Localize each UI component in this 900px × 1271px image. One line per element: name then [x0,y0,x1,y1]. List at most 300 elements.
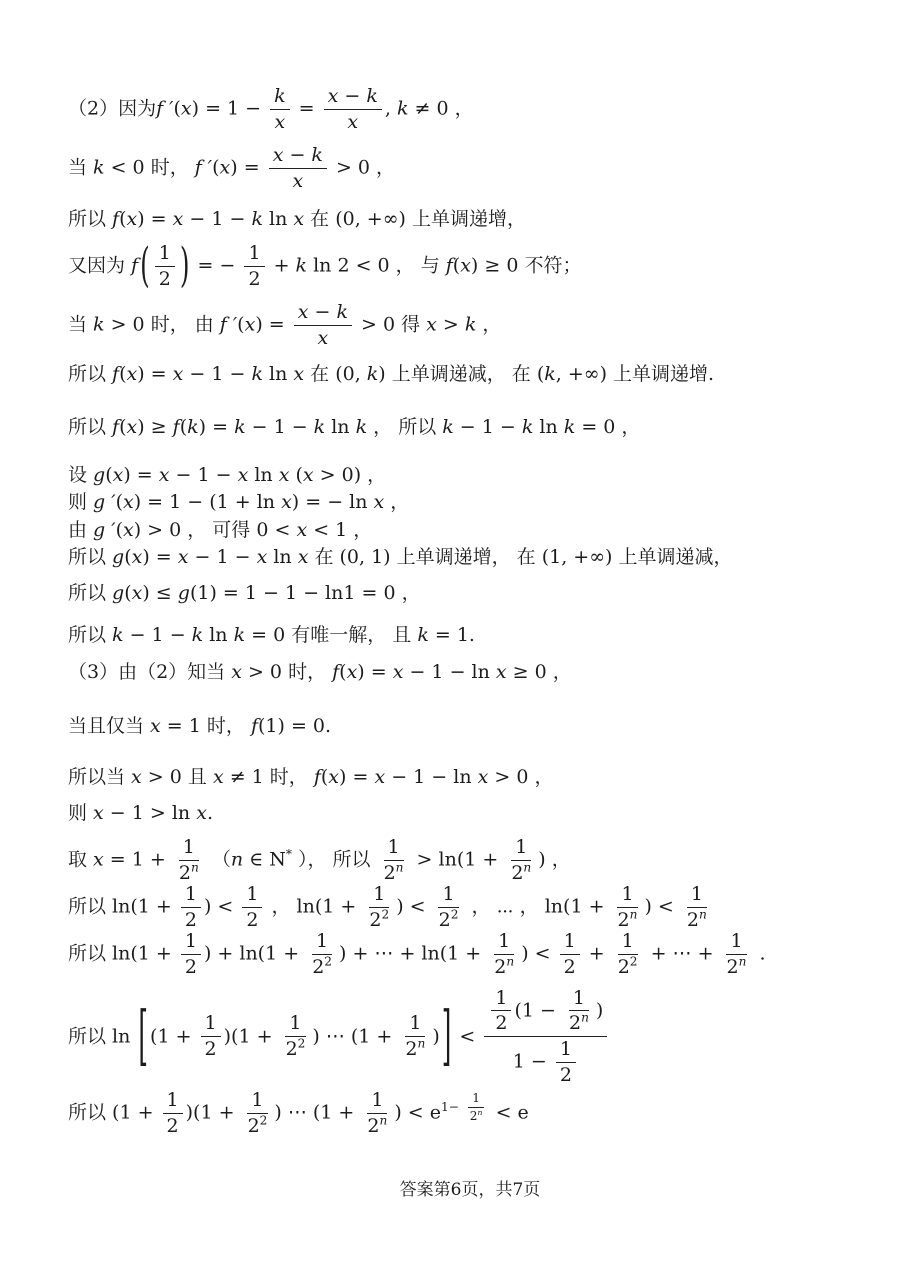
math-text: ) < [203,895,240,918]
math-text: ) = [137,207,173,230]
math-variable: f [112,362,120,385]
math-text: 1 [563,929,576,952]
math-text: ) [432,1024,440,1047]
math-variable: k [355,416,368,439]
fraction-denominator [435,908,463,931]
math-text: ( [124,546,132,569]
fraction-denominator [181,908,201,931]
math-text: 当 [68,156,94,179]
math-text: 2 [184,955,197,978]
math-variable: x [495,661,507,684]
math-text: > 0 时， 由 [104,313,220,336]
math-text: 2 [285,1038,298,1061]
fraction-numerator [269,145,327,169]
math-text: (1 − [514,998,562,1021]
fraction-denominator [556,1063,576,1086]
math-text: 2 [381,907,390,922]
math-variable: n [581,1011,589,1026]
fraction-denominator [560,955,580,978]
math-text: − 1 − ln [385,766,478,789]
math-text: ) ≥ 0 不符； [470,254,582,277]
fraction [491,988,511,1035]
math-text: > 0 ， [329,156,396,179]
fraction-numerator [247,1090,267,1114]
math-variable: x [93,801,104,824]
fraction-denominator [614,908,642,931]
fraction-numerator [556,1039,576,1063]
math-text: 所以 [68,416,113,439]
math-text: 1 [498,929,511,952]
math-text: ) = [137,362,173,385]
math-variable: f [313,766,321,789]
fraction-numerator [181,931,201,955]
math-text: = 1 时， [160,714,251,737]
fraction-denominator [683,908,711,931]
fraction-denominator [401,1037,429,1060]
math-variable: x [112,463,124,486]
fraction-numerator [285,1013,305,1037]
superscript [630,908,638,922]
math-text: 1 [409,1012,422,1035]
math-text: = 1. [428,623,475,646]
math-text: 2 [324,954,333,969]
fraction-numerator [242,884,262,908]
math-text: 2 [248,268,261,290]
math-text: 1 [442,883,455,906]
line-k-negative [68,145,872,192]
math-text: 2 [469,1109,478,1124]
math-text: ) = [255,313,291,336]
math-variable: g [93,463,106,486]
line-sum-ln [68,931,872,978]
math-text: 1 [495,986,508,1009]
line-g-prime [68,489,872,517]
math-text: 取 [68,848,94,871]
fraction-denominator [365,908,393,931]
math-variable: x [131,766,142,789]
math-text: 2 [450,907,459,922]
math-text: 1 [289,1012,302,1035]
math-variable: k [251,207,263,230]
fraction-denominator [380,861,408,884]
math-text: 所以 [68,581,113,604]
fraction-denominator [491,1011,511,1034]
math-variable: k [295,254,308,277]
math-variable: n [629,907,638,922]
fraction [244,1090,272,1137]
math-text: ln [325,416,356,439]
math-text: 1 [184,883,197,906]
math-text: ( [119,362,127,385]
math-text: 1 [251,1089,264,1112]
math-text: 2 [367,1115,380,1138]
fraction [365,884,393,931]
math-variable: x [212,766,224,789]
math-text: )(1 + [223,1024,279,1047]
math-variable: f [112,416,120,439]
math-variable: x [278,463,290,486]
math-text: < 1 ， [307,518,373,541]
fraction [175,837,203,884]
math-variable: x [131,546,143,569]
superscript [191,861,199,875]
math-text: , +∞) 上单调递增. [555,362,715,385]
math-text: ( [115,518,123,541]
fraction-denominator [565,1011,593,1034]
math-variable: x [177,546,189,569]
superscript [739,954,747,968]
math-text: ) ⋯ (1 + [312,1024,399,1047]
math-text: ， [476,313,502,336]
math-variable: x [172,207,184,230]
fraction-numerator [484,988,607,1038]
math-text: − 1 − [169,463,238,486]
fraction [324,86,382,133]
math-variable: x [131,581,143,604]
fraction [484,988,607,1087]
math-text: 1 [559,1038,572,1061]
math-text: ( [119,416,127,439]
math-variable: n [190,860,199,875]
math-text: 1 [690,883,703,906]
math-variable: x [426,313,437,336]
math-variable: x [346,661,358,684]
math-variable: k [233,623,246,646]
math-text: 1 [246,883,259,906]
fraction-numerator [405,1013,425,1037]
fraction-denominator [244,1114,272,1137]
math-text: (1 + [150,1024,198,1047]
math-text: ) [595,998,604,1021]
math-text: 所以 ln(1 + [68,942,178,965]
math-lines [68,86,872,1137]
line-x-minus-1 [68,800,872,828]
math-text: 1 [621,929,634,952]
math-text: ( [289,463,303,486]
math-text: > 0 ， [488,766,554,789]
superscript [451,908,459,922]
math-text: < 0 时， [104,156,195,179]
math-variable: k [191,623,204,646]
math-text: ）， 所以 [291,848,377,871]
fraction-denominator [155,267,175,290]
fraction-numerator [181,884,201,908]
math-text: ) 上单调递减， 在 ( [378,362,545,385]
math-variable: k [313,416,326,439]
fraction [244,243,264,290]
math-text: 设 [68,463,94,486]
fraction-denominator [288,169,307,192]
math-text: 2 [617,908,630,931]
fraction-numerator [618,931,638,955]
fraction-numerator [324,86,382,110]
math-text: 2 [511,862,524,885]
math-variable: k [251,362,263,385]
math-text: 1 [248,242,261,265]
math-text: 1 [182,836,195,859]
math-text: + ⋯ + [644,942,720,965]
fraction [466,1092,487,1124]
math-text: + [267,254,296,277]
line-f-mono [68,361,872,389]
fraction-numerator [179,837,199,861]
math-variable: x [158,463,170,486]
math-text: 则 [68,491,94,514]
math-variable: k [234,416,246,439]
fraction-numerator [569,988,589,1012]
superscript [630,954,638,968]
math-variable: f [250,714,258,737]
line-f-increasing [68,206,872,234]
stretched-bracket: ( [140,237,150,293]
math-text: 所以 [68,623,113,646]
math-text: 2 [726,955,739,978]
math-text: > ln(1 + [410,848,505,871]
superscript [699,908,707,922]
math-text: ≠ 1 时， [223,766,314,789]
math-text: 2 [178,862,191,885]
fraction [242,884,262,931]
page-footer-text: 答案第6页，共7页 [399,1179,541,1200]
fraction-numerator [163,1090,183,1114]
math-variable: x [126,362,138,385]
math-text: 1 [621,883,634,906]
line-def-g [68,462,872,490]
math-variable: f ′ [194,156,213,179]
math-text: ( [173,97,181,120]
math-text: = 1 + [103,848,172,871]
math-text: ) ⋯ (1 + [274,1101,361,1124]
math-variable: f [445,254,453,277]
math-text: 2 [495,1012,508,1035]
fraction-numerator [270,86,290,110]
math-variable: n [506,954,515,969]
fraction-denominator [343,110,362,133]
math-text: ∈ N [243,848,286,871]
math-text: ) < [644,895,680,918]
math-text: − 1 − [188,546,257,569]
math-variable: g ′ [93,518,116,541]
math-text: 2 [184,908,197,931]
fraction-denominator [244,267,264,290]
math-variable: g ′ [93,491,116,514]
math-text: ， ln(1 + [265,895,363,918]
math-variable: x [126,207,138,230]
math-text: − 1 − [183,362,252,385]
math-text: > 0) ， [313,463,387,486]
fraction-numerator [560,931,580,955]
math-text: ， 所以 [367,416,443,439]
fraction [565,988,593,1035]
superscript [417,1037,425,1051]
math-variable: x [123,491,134,514]
fraction-numerator [201,1013,221,1037]
math-variable: x [244,313,256,336]
math-text: 2 [568,1012,582,1035]
fraction [614,931,642,978]
math-text: ) ≥ [137,416,173,439]
math-text: * [285,847,292,862]
math-text: 所以 ln [68,1024,137,1047]
math-text: 在 (0, 1) 上单调递增， 在 (1, +∞) 上单调递减， [308,546,733,569]
math-variable: n [395,860,404,875]
line-d2-fprime [68,86,872,133]
fraction [282,1013,310,1060]
fraction [363,1090,391,1137]
superscript [298,1037,306,1051]
math-text: − 1 − [183,207,252,230]
math-variable: f [332,661,340,684]
math-text: 1 − [512,1050,553,1073]
math-variable: k [464,313,477,336]
fraction-denominator [201,1037,221,1060]
fraction [401,1013,429,1060]
line-ln-product [68,988,872,1087]
math-variable: n [698,907,707,922]
fraction-denominator [242,908,262,931]
fraction-denominator [271,110,290,133]
math-text: − 1 > ln [103,801,197,824]
math-text: ) ≤ [142,581,178,604]
math-variable: n [379,1113,388,1128]
math-text: 1 [316,929,329,952]
math-text: 所以 [68,546,113,569]
math-text: 所以当 [68,766,132,789]
math-text: ln 2 < 0 ， 与 [307,254,446,277]
fraction [201,1013,221,1060]
math-variable: k [366,362,379,385]
line-product-bound [68,1090,872,1137]
math-text: 1 [387,836,400,859]
math-text: 又因为 [68,254,132,277]
math-variable: g [112,546,125,569]
stretched-bracket: [ [138,997,149,1073]
math-variable: k [417,623,429,646]
math-text: ≥ 0 ， [506,661,572,684]
math-variable: x [196,801,207,824]
fraction-numerator [617,884,637,908]
math-text: 2 [438,908,451,931]
math-variable: n [523,860,532,875]
math-text: 2 [629,954,638,969]
math-text: > 0 时， [241,661,333,684]
math-text: ) > 0 ， 可得 0 < [133,518,297,541]
math-variable: x [317,326,329,349]
fraction-denominator [163,1114,183,1137]
fraction [163,1090,183,1137]
math-text: ln [203,623,234,646]
math-text: ， [384,491,410,514]
math-variable: k [396,97,409,120]
math-text: 在 (0, +∞) 上单调递增， [304,207,526,230]
math-text: ( [115,491,123,514]
math-variable: x [180,97,192,120]
math-text: 1 [158,242,171,265]
math-variable: k [442,416,454,439]
math-variable: x [460,254,471,277]
superscript [379,1114,387,1128]
math-variable: x [231,661,242,684]
math-variable: x [237,463,249,486]
math-text: . [206,801,213,824]
math-text: 1 [373,883,386,906]
math-variable: k [274,85,286,107]
fraction-numerator [511,837,531,861]
math-text: 所以 [68,362,113,385]
math-text: = 0 ， [575,416,641,439]
math-text: − 1 − [123,623,192,646]
math-text: ) = 1 − (1 + ln [133,491,282,514]
math-text: 2 [494,955,507,978]
fraction [490,931,518,978]
superscript [260,1114,268,1128]
math-variable: k [563,416,576,439]
math-text: ) = [198,416,235,439]
math-variable: k [521,416,534,439]
math-variable: x [150,714,161,737]
line-g-max [68,580,872,608]
math-variable: x [373,491,385,514]
math-text: = − [191,254,242,277]
math-text: > 0 且 [141,766,213,789]
fraction [181,931,201,978]
math-text: ) < [521,942,557,965]
math-text: 当 [68,313,94,336]
math-text: > 0 得 [354,313,427,336]
math-variable: x [93,848,104,871]
fraction [683,884,711,931]
math-text: 2 [563,955,576,978]
fraction [269,145,327,192]
math-text: ln [267,546,298,569]
math-variable: g [177,581,190,604]
fraction [380,837,408,884]
math-text: 1 [166,1089,179,1112]
line-g-mono [68,544,872,572]
fraction [507,837,535,884]
math-text: , [384,97,397,120]
math-variable: x − k [327,85,378,107]
math-text: . [753,942,766,965]
math-text: ( [105,463,113,486]
math-text: 1 [515,836,528,859]
page-footer [68,1175,872,1200]
math-text: (1) = 0. [257,714,332,737]
fraction-numerator [369,884,389,908]
fraction [435,884,463,931]
stretched-bracket: ] [441,997,452,1073]
fraction-numerator [312,931,332,955]
math-variable: x [293,207,305,230]
fraction-denominator [181,955,201,978]
fraction-denominator [490,955,518,978]
fraction-denominator [723,955,751,978]
math-text: > [436,313,465,336]
math-text: 所以 ln(1 + [68,895,178,918]
math-variable: x − k [297,300,348,323]
math-variable: k [112,623,124,646]
superscript [523,861,531,875]
math-text: ) = [230,156,266,179]
superscript [396,861,404,875]
math-text: ( [452,254,461,277]
fraction [556,1039,576,1086]
math-text: 1− [440,1100,463,1115]
fraction [294,302,352,349]
math-variable: f ′ [219,313,238,336]
math-variable: x [274,110,286,133]
fraction [560,931,580,978]
